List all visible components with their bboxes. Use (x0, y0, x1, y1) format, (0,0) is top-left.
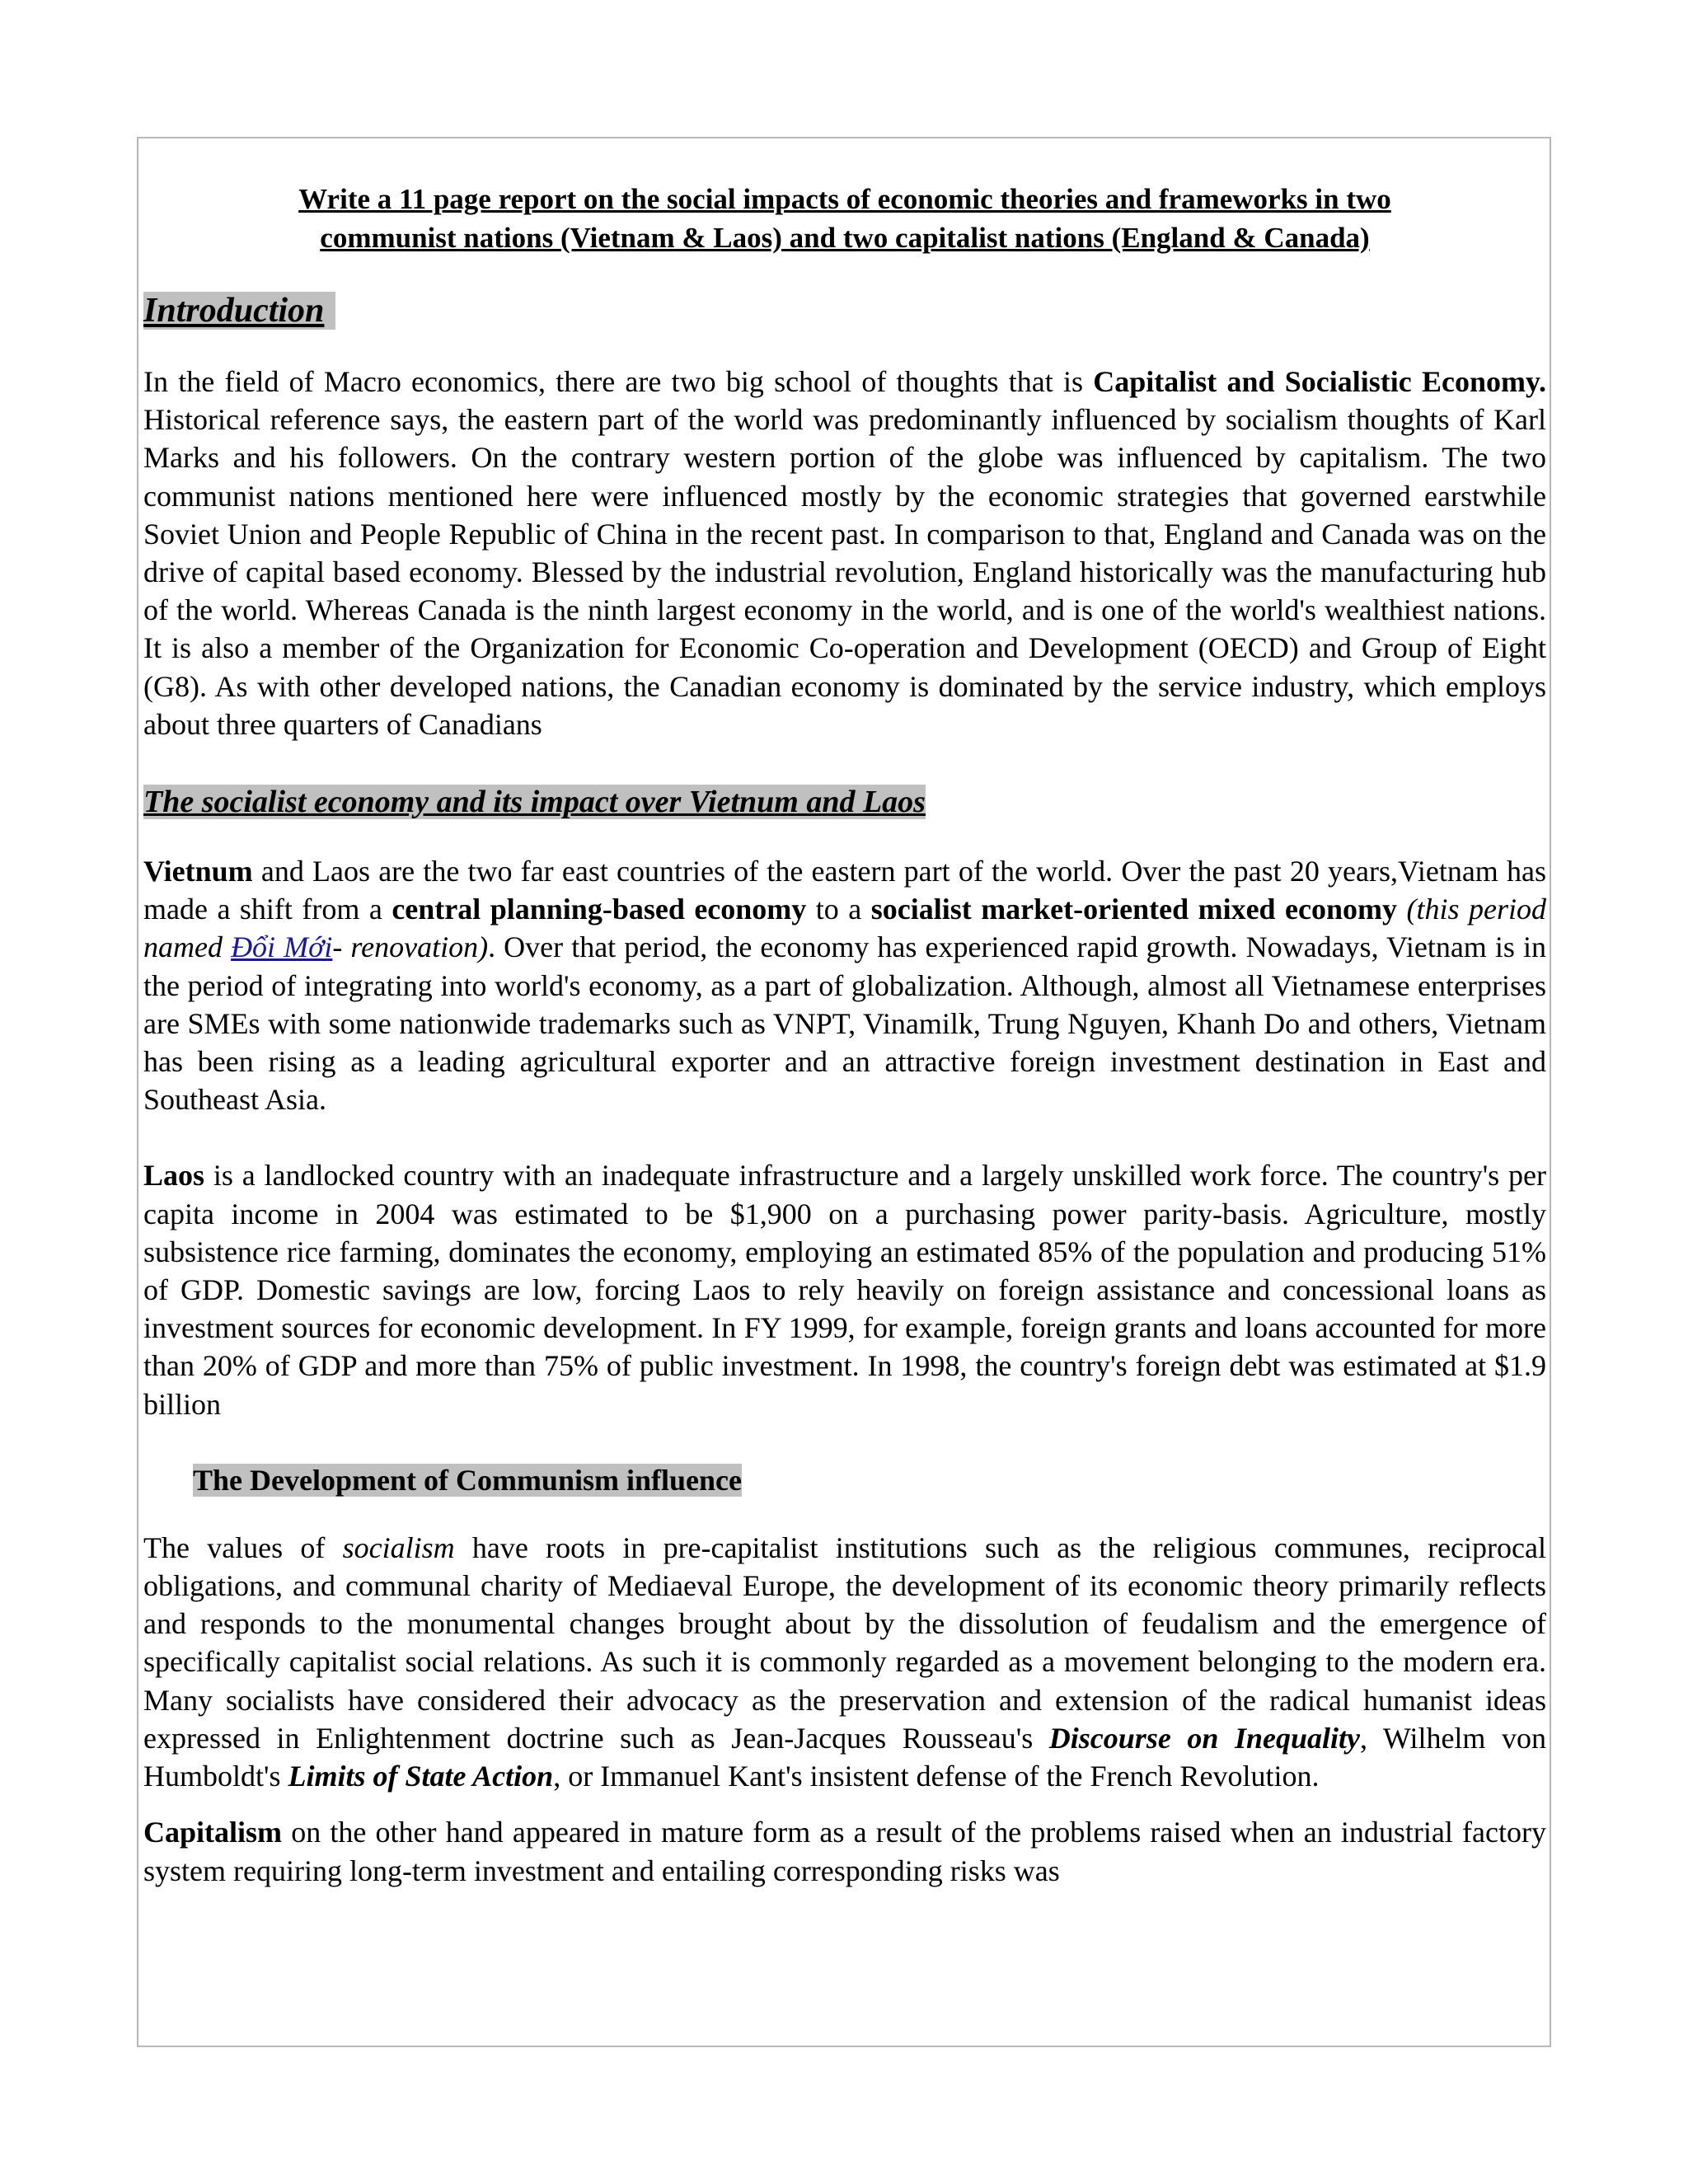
limits-of-state-action-title: Limits of State Action (288, 1760, 554, 1793)
socialism-italic: socialism (342, 1530, 455, 1564)
capitalism-paragraph (143, 1813, 1546, 1889)
introduction-heading (143, 288, 1546, 333)
vietnam-paragraph (143, 852, 1546, 1118)
intro-text-b: Historical reference says, the eastern part of the world was predominantly influenced by socialism thoughts of Karl Marks and his followers. On the contrary western portion of the globe was influenced by capitalism. The two communist nations mentioned here were influenced mostly by the economic strategies that governed earstwhile Soviet Union and People Republic of China in the recent past. In comparison to that, England and Canada was on the drive of capital based economy. Blessed by the industrial revolution, England historically was the manufacturing hub of the world. Whereas Canada is the ninth largest economy in the world, and is one of the world's wealthiest nations. It is also a member of the Organization for Economic Co-operation and Development (OECD) and Group of Eight (G8). As with other developed nations, the Canadian economy is dominated by the service industry, which employs about three quarters of Canadians (143, 403, 1546, 741)
communism-heading (193, 1461, 1546, 1499)
communism-text-d: , or Immanuel Kant's insistent defense of the French Revolution. (553, 1760, 1320, 1793)
socialist-economy-heading (143, 781, 1546, 823)
capitalism-text: on the other hand appeared in mature form as a result of the problems raised when an industrial factory system requiring long-term investment and entailing corresponding risks was (143, 1816, 1546, 1887)
underlined-comma: , (973, 1006, 981, 1040)
intro-text-a: In the field of Macro economics, there are two big school of thoughts that is (143, 365, 1094, 398)
doi-moi-link[interactable]: Đổi Mới (231, 930, 333, 964)
introduction-paragraph (143, 363, 1546, 743)
communism-text-c: , Wilhelm von Humboldt's (143, 1721, 1546, 1793)
communism-text-a: The values of (143, 1530, 343, 1564)
discourse-on-inequality-title: Discourse on Inequality (1048, 1721, 1360, 1755)
report-title (176, 180, 1513, 257)
page-frame (137, 137, 1551, 2047)
vietnum-bold: Vietnum (143, 855, 253, 888)
report-title-line-2: communist nations (Vietnam & Laos) and two capitalist nations (England & Canada) (320, 222, 1370, 254)
intro-bold-term: Capitalist and Socialistic Economy. (1093, 365, 1546, 398)
central-planning-bold: central planning-based economy (392, 893, 807, 926)
mixed-economy-bold: socialist market-oriented mixed economy (870, 893, 1398, 926)
document-body (143, 180, 1546, 1890)
report-title-line-1: Write a 11 page report on the social impacts of economic theories and frameworks in two (298, 183, 1391, 215)
capitalism-bold: Capitalism (143, 1816, 283, 1849)
laos-bold: Laos (143, 1159, 205, 1193)
communism-text-b: have roots in pre-capitalist institutions such as the religious communes, reciprocal obligations, and communal charity of Mediaeval Europe, the development of its economic theory primarily reflects and responds to the monumental changes brought about by the dissolution of feudalism and the emergence of specifically capitalist social relations. As such it is commonly regarded as a movement belonging to the modern era. Many socialists have considered their advocacy as the preservation and extension of the radical humanist ideas expressed in Enlightenment doctrine such as Jean-Jacques Rousseau's (143, 1530, 1546, 1755)
introduction-heading-text: Introduction (143, 292, 335, 330)
communism-paragraph (143, 1529, 1546, 1795)
vietnam-italic-b: - renovation) (332, 930, 489, 964)
vietnam-italic-a: (this period named (143, 893, 1546, 964)
laos-text: is a landlocked country with an inadequate infrastructure and a largely unskilled work force. The country's per capita income in 2004 was estimated to be $1,900 on a purchasing power parity-basis. Agriculture, mostly subsistence rice farming, dominates the economy, employing an estimated 85% of the population and producing 51% of GDP. Domestic savings are low, forcing Laos to rely heavily on foreign assistance and concessional loans as investment sources for economic development. In FY 1999, for example, foreign grants and loans accounted for more than 20% of GDP and more than 75% of public investment. In 1998, the country's foreign debt was estimated at $1.9 billion (143, 1159, 1546, 1421)
vietnam-text-c: . Over that period, the economy has experienced rapid growth. Nowadays, Vietnam is in the period of integrating into world's economy, as a part of globalization. Although, almost all Vietnamese enterprises are SMEs with some nationwide trademarks such as VNPT, Vinamilk (143, 930, 1546, 1040)
communism-heading-text: The Development of Communism influence (193, 1463, 742, 1497)
laos-paragraph (143, 1156, 1546, 1422)
vietnam-text-a: and Laos are the two far east countries of the eastern part of the world. Over the past 20 years,Vietnam has made a shift from a (143, 855, 1546, 926)
vietnam-text-b: to a (806, 893, 871, 926)
socialist-economy-heading-text: The socialist economy and its impact over Vietnum and Laos (143, 785, 926, 820)
vietnam-text-d: Trung Nguyen, Khanh Do and others, Vietnam has been rising as a leading agricultural exporter and an attractive foreign investment destination in East and Southeast Asia. (143, 1006, 1546, 1117)
